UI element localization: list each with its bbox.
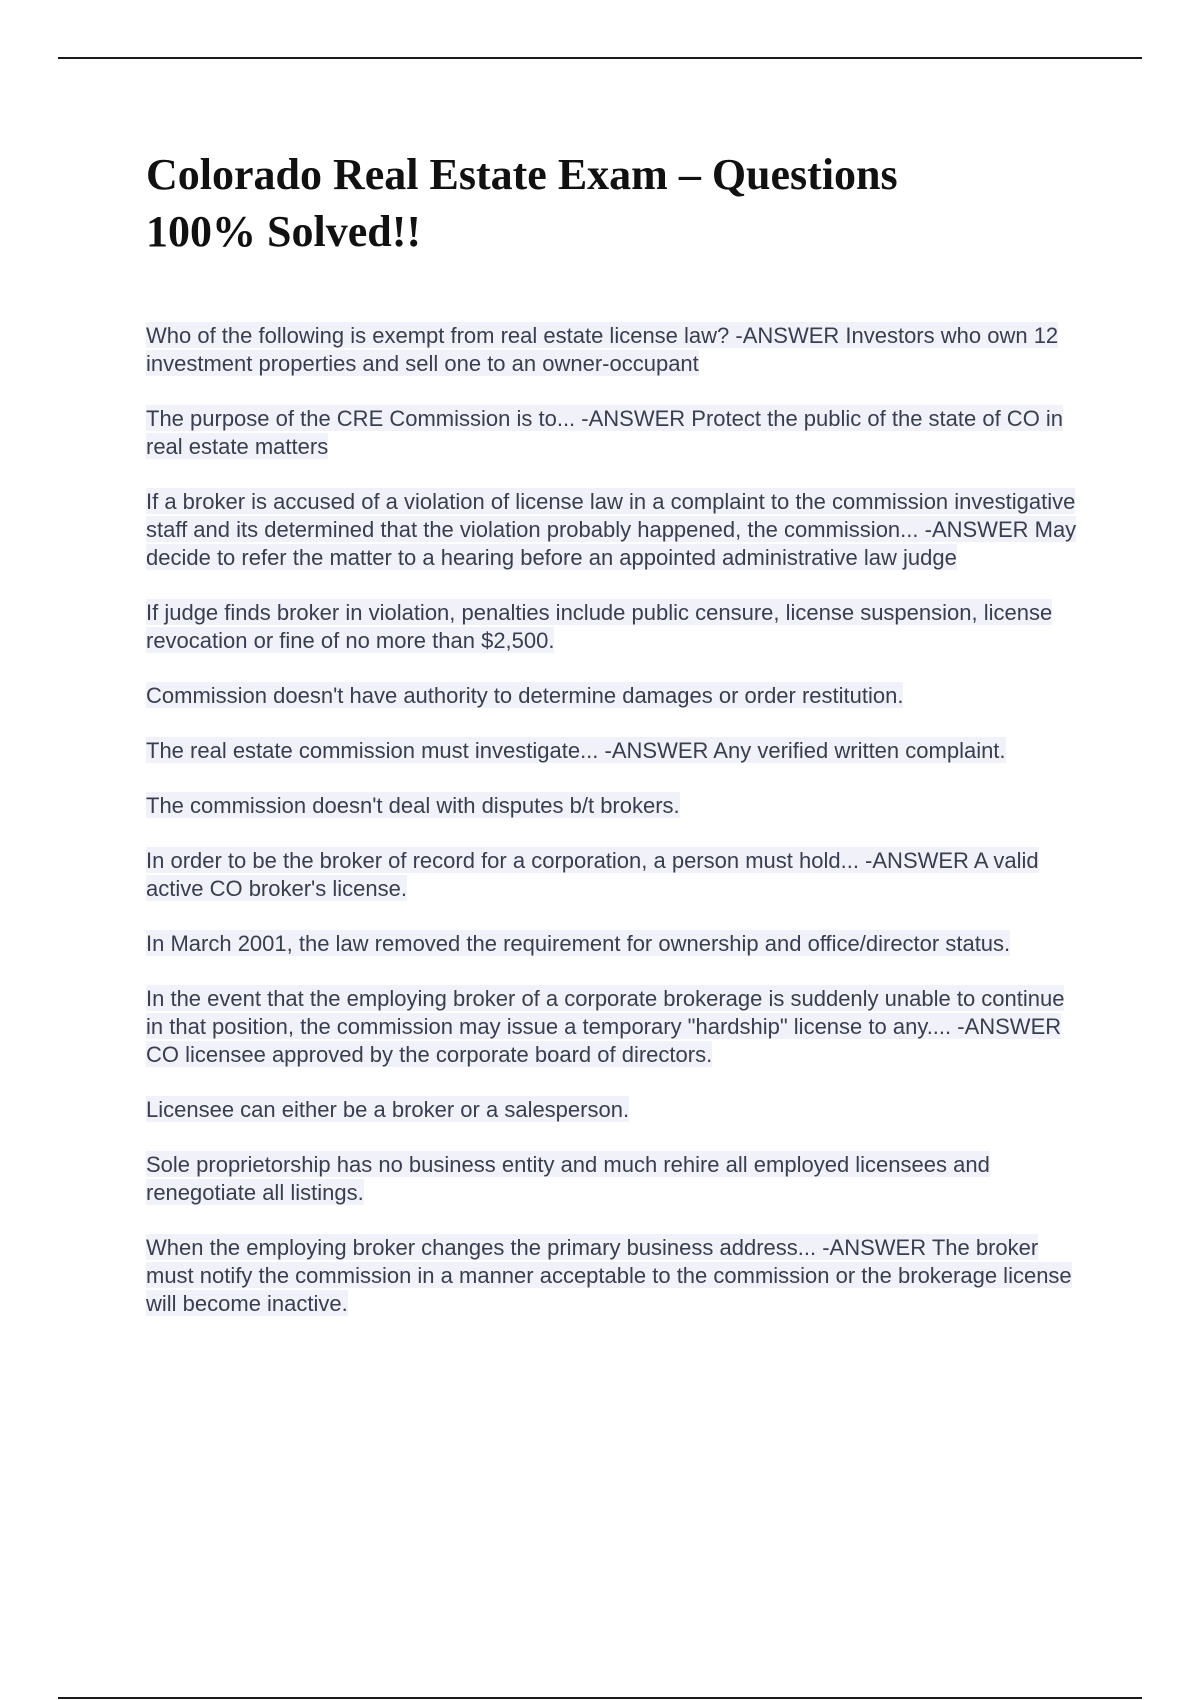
title-line-2: 100% Solved!!	[146, 207, 421, 256]
qa-entry: Who of the following is exempt from real estate license law? -ANSWER Investors who own 12 investment properties and sell one to an owner-occupant	[146, 323, 1059, 376]
title-line-1: Colorado Real Estate Exam – Questions	[146, 150, 898, 199]
qa-entry: Licensee can either be a broker or a salesperson.	[146, 1097, 630, 1122]
qa-entry: The commission doesn't deal with disputes b/t brokers.	[146, 793, 680, 818]
document-title	[146, 146, 1086, 260]
qa-entry: In order to be the broker of record for a corporation, a person must hold... -ANSWER A valid active CO broker's license.	[146, 848, 1039, 901]
qa-entry: Sole proprietorship has no business entity and much rehire all employed licensees and renegotiate all listings.	[146, 1152, 990, 1205]
qa-entry: In March 2001, the law removed the requirement for ownership and office/director status.	[146, 931, 1011, 956]
qa-entry: If judge finds broker in violation, penalties include public censure, license suspension, license revocation or fine of no more than $2,500.	[146, 600, 1053, 653]
qa-entry: Commission doesn't have authority to determine damages or order restitution.	[146, 683, 904, 708]
qa-entry: The real estate commission must investigate... -ANSWER Any verified written complaint.	[146, 738, 1006, 763]
qa-entry: When the employing broker changes the primary business address... -ANSWER The broker must notify the commission in a manner acceptable to the commission or the brokerage license will become inactive.	[146, 1235, 1072, 1316]
qa-entry: In the event that the employing broker of a corporate brokerage is suddenly unable to continue in that position, the commission may issue a temporary "hardship" license to any.... -ANSWER CO licensee approved by the corporate board of directors.	[146, 986, 1065, 1067]
top-rule	[58, 57, 1142, 59]
qa-list	[146, 322, 1086, 1318]
bottom-rule	[58, 1697, 1142, 1699]
qa-entry: If a broker is accused of a violation of license law in a complaint to the commission investigative staff and its determined that the violation probably happened, the commission... -ANSWER May decide to refer the matter to a hearing before an appointed administrative law judge	[146, 489, 1077, 570]
document-body	[146, 146, 1086, 1345]
qa-entry: The purpose of the CRE Commission is to... -ANSWER Protect the public of the state of CO in real estate matters	[146, 406, 1064, 459]
